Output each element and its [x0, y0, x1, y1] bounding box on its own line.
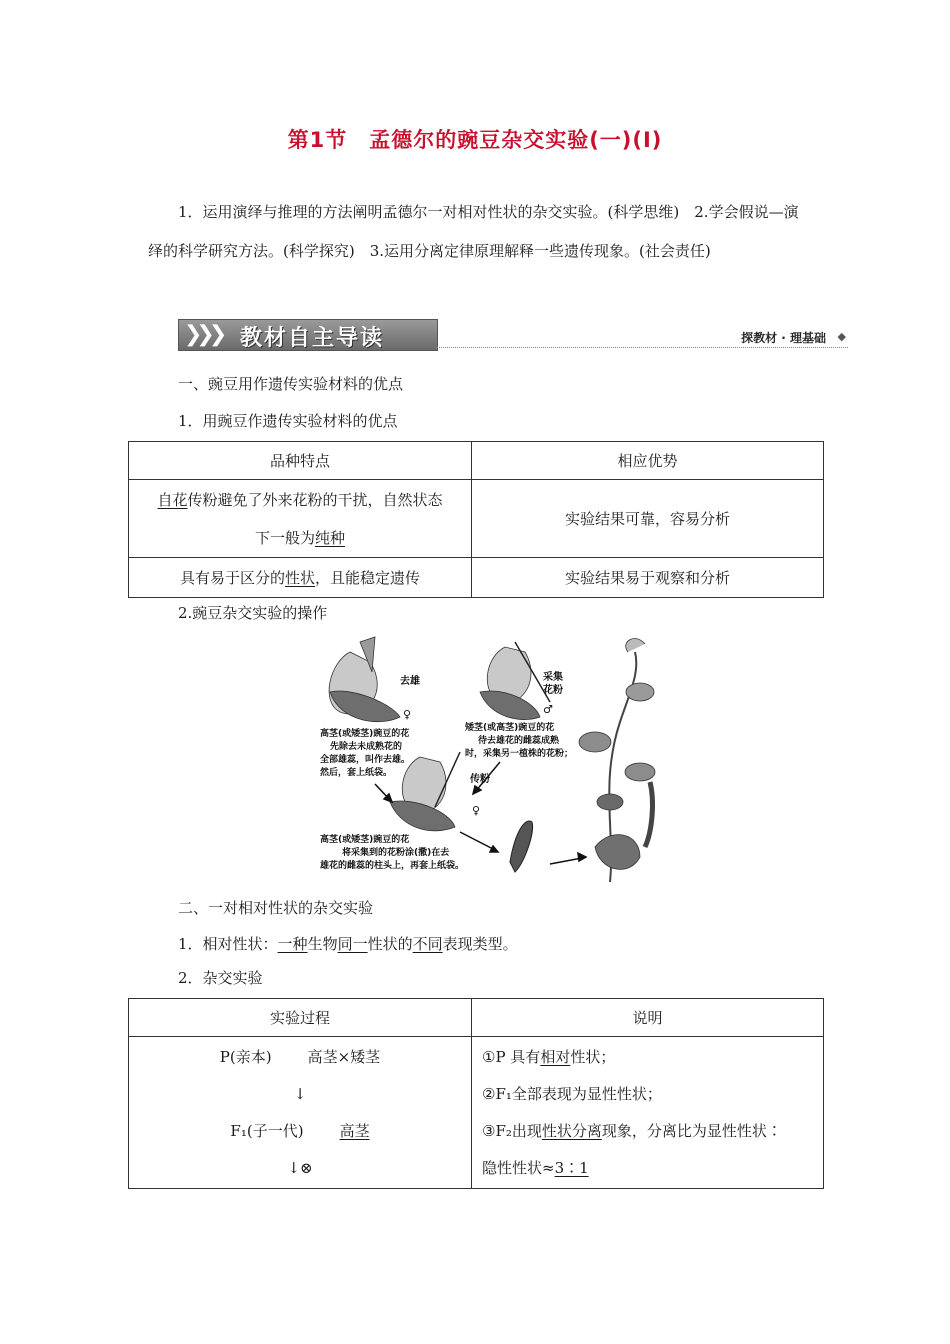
caption-line: 矮茎(或高茎)豌豆的花: [465, 723, 555, 733]
table-cell: 实验结果可靠，容易分析: [472, 480, 824, 558]
female-symbol: ♀: [403, 708, 412, 721]
table-header: 相应优势: [472, 442, 824, 480]
page-title: 第1节 孟德尔的豌豆杂交实验(一)(Ⅰ): [287, 128, 663, 152]
table-header: 实验过程: [129, 999, 472, 1037]
pea-plant-illustration: [579, 639, 655, 882]
flower-illustration: [329, 637, 400, 722]
table-cell: 实验结果易于观察和分析: [472, 558, 824, 598]
diamond-icon: ◆: [837, 330, 846, 343]
process-cell: P(亲本) 高茎×矮茎 ↓ F₁(子一代) 高茎 ↓⊗: [129, 1037, 472, 1189]
pea-cross-figure: [310, 632, 670, 884]
label-pollination: 传粉: [470, 774, 490, 785]
underlined-term: 高茎: [339, 1122, 370, 1140]
advantages-table: [128, 441, 824, 598]
section2-heading: 二、一对相对性状的杂交实验: [178, 899, 374, 917]
banner-tag: 探教材 · 理基础: [741, 331, 826, 345]
caption-line: 先除去未成熟花的: [330, 742, 403, 752]
learning-objectives: 1．运用演绎与推理的方法阐明孟德尔一对相对性状的杂交实验。(科学思维) 2.学会假说—演绎的科学研究方法。(科学探究) 3.运用分离定律原理解释一些遗传现象。(社会责任): [148, 203, 799, 260]
relative-trait-definition: 1．相对性状：一种生物同一性状的不同表现类型。: [178, 935, 518, 953]
double-chevron-icon: ❯❯❯: [184, 322, 222, 347]
table-cell: 具有易于区分的性状，且能稳定遗传: [129, 558, 472, 598]
caption-line: 待去雄花的雌蕊成熟: [478, 736, 560, 746]
male-symbol: ♂: [543, 703, 553, 716]
table-cell: 自花传粉避免了外来花粉的干扰，自然状态 下一般为纯种: [129, 480, 472, 558]
selfing-arrow-icon: ↓⊗: [287, 1159, 313, 1177]
underlined-term: 相对: [540, 1048, 571, 1066]
section1-sub2: 2.豌豆杂交实验的操作: [178, 604, 328, 622]
underlined-term: 3∶1: [554, 1159, 589, 1177]
pea-pod-illustration: [510, 821, 533, 872]
underlined-term: 自花: [157, 490, 188, 509]
flower-illustration: [480, 642, 550, 720]
table-header: 说明: [472, 999, 824, 1037]
cross-experiment-table: [128, 998, 824, 1189]
section-banner: [178, 319, 848, 351]
caption-line: 时，采集另一植株的花粉；: [465, 749, 574, 759]
underlined-term: 同一: [337, 935, 368, 953]
section2-sub2: 2．杂交实验: [178, 969, 263, 987]
table-header: 品种特点: [129, 442, 472, 480]
down-arrow-icon: ↓: [293, 1085, 307, 1103]
caption-line: 然后，套上纸袋。: [320, 768, 393, 778]
notes-cell: ①P 具有相对性状； ②F₁全部表现为显性性状； ③F₂出现性状分离现象，分离比为显性性状∶ 隐性性状≈3∶1: [472, 1037, 824, 1189]
label-collect: 采集: [543, 672, 563, 683]
label-emasculation: 去雄: [400, 676, 420, 687]
caption-line: 雄花的雌蕊的柱头上，再套上纸袋。: [320, 861, 465, 871]
section1-sub1: 1．用豌豆作遗传实验材料的优点: [178, 412, 398, 430]
banner-label: 教材自主导读: [240, 326, 385, 351]
underlined-term: 不同: [412, 935, 443, 953]
caption-line: 将采集到的花粉涂(撒)在去: [342, 848, 450, 858]
underlined-term: 一种: [277, 935, 308, 953]
section1-heading: 一、豌豆用作遗传实验材料的优点: [178, 375, 404, 393]
underlined-term: 纯种: [315, 528, 346, 547]
label-collect: 花粉: [543, 685, 563, 696]
underlined-term: 性状: [284, 569, 315, 587]
banner-divider: [436, 347, 848, 348]
caption-line: 全部雄蕊，叫作去雄。: [320, 755, 411, 765]
caption-line: 高茎(或矮茎)豌豆的花: [320, 835, 410, 845]
female-symbol: ♀: [472, 804, 481, 817]
underlined-term: 性状分离: [541, 1122, 602, 1140]
caption-line: 高茎(或矮茎)豌豆的花: [320, 729, 410, 739]
